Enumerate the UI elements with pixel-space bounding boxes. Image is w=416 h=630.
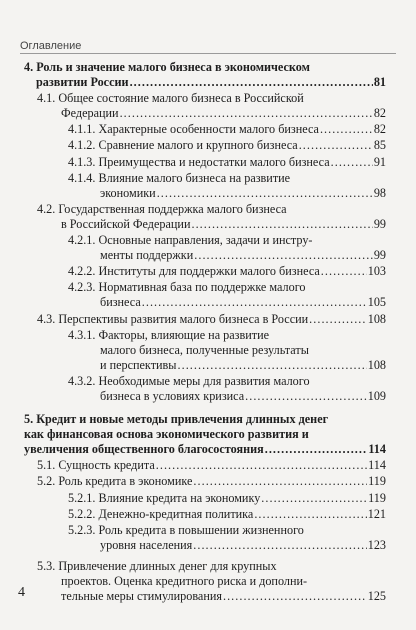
toc-entry-4-2-1 — [24, 233, 386, 263]
page-number: 4 — [18, 585, 25, 600]
toc-entry-text: 4. Роль и значение малого бизнеса в экономическом — [24, 60, 310, 74]
toc-entry-4-1 — [24, 91, 386, 121]
toc-entry-text: как финансовая основа экономического развития и — [24, 427, 309, 442]
toc-entry-text: 5.2.3. Роль кредита в повышении жизненного — [68, 522, 304, 537]
toc-page-number: 114 — [368, 458, 386, 473]
toc-entry-5-2-2 — [24, 507, 386, 522]
toc-entry-text: 5.2. Роль кредита в экономике — [37, 474, 193, 489]
toc-entry-text: бизнеса — [100, 295, 141, 310]
toc-page-number: 108 — [367, 357, 386, 372]
toc-entry-chapter-4 — [24, 60, 386, 90]
toc-entry-4-3 — [24, 312, 386, 327]
toc-entry-text: 4.2.3. Нормативная база по поддержке малого — [68, 280, 306, 295]
toc-entry-5-2-1 — [24, 491, 386, 506]
toc-entry-chapter-5 — [24, 412, 386, 457]
toc-entry-text: 4.3.2. Необходимые меры для развития малого — [68, 373, 310, 388]
toc-page-number: 98 — [373, 185, 386, 200]
toc-entry-text: развитии России — [36, 75, 129, 90]
toc-page-number: 119 — [368, 490, 386, 505]
toc-entry-text: 5.2.2. Денежно-кредитная политика — [68, 506, 254, 521]
toc-entry-4-1-4 — [24, 171, 386, 201]
toc-entry-text: 4.2. Государственная поддержка малого бизнеса — [37, 201, 287, 216]
toc-entry-text: проектов. Оценка кредитного риска и дополни- — [61, 574, 308, 588]
toc-entry-4-2 — [24, 202, 386, 232]
toc-entry-4-2-2 — [24, 264, 386, 279]
toc-page-number: 119 — [368, 474, 386, 489]
toc-entry-text: малого бизнеса, полученные результаты — [100, 342, 309, 357]
toc-entry-text: 4.1.3. Преимущества и недостатки малого бизнеса — [68, 154, 330, 169]
toc-entry-5-1 — [24, 458, 386, 473]
toc-page-number: 99 — [373, 216, 386, 231]
toc-page-number: 109 — [367, 388, 386, 403]
toc-entry-text: 4.2.1. Основные направления, задачи и инстру- — [68, 233, 313, 248]
running-head: Оглавление — [20, 40, 82, 52]
toc-page-number: 82 — [373, 122, 386, 137]
toc-entry-text: 5.2.1. Влияние кредита на экономику — [68, 490, 261, 505]
toc-entry-text: 5.3. Привлечение длинных денег для крупных — [37, 558, 277, 573]
toc-entry-text: экономики — [100, 185, 156, 200]
toc-page-number: 103 — [367, 264, 386, 279]
toc-page-number: 114 — [368, 442, 386, 457]
toc-page-number: 125 — [367, 589, 386, 604]
toc-entry-text: 4.3.1. Факторы, влияющие на развитие — [68, 327, 270, 342]
toc-entry-text: 4.2.2. Институты для поддержки малого бизнеса — [68, 264, 320, 279]
toc-entry-text: и перспективы — [100, 357, 177, 372]
toc-entry-text: в Российской Федерации — [61, 216, 191, 231]
toc-page-number: 81 — [373, 75, 386, 90]
toc-entry-text: 4.3. Перспективы развития малого бизнеса в России — [37, 311, 309, 326]
toc-entry-text: менты поддержки — [100, 248, 194, 263]
toc-entry-text: 4.1.1. Характерные особенности малого бизнеса — [68, 122, 319, 137]
toc-entry-text: бизнеса в условиях кризиса — [100, 388, 245, 403]
toc-page-number: 123 — [367, 537, 386, 552]
toc-page-number: 121 — [367, 506, 386, 521]
toc-entry-5-3 — [24, 559, 386, 604]
toc-page-number: 105 — [367, 295, 386, 310]
toc-page-number: 85 — [373, 138, 386, 153]
toc-page-number: 91 — [373, 154, 386, 169]
toc-entry-text: тельные меры стимулирования — [61, 589, 222, 604]
toc-entry-4-3-1 — [24, 328, 386, 373]
toc-entry-text: уровня населения — [100, 537, 193, 552]
toc-entry-text: 5.1. Сущность кредита — [37, 458, 155, 473]
toc-entry-text: 4.1.2. Сравнение малого и крупного бизнеса — [68, 138, 298, 153]
toc-entry-4-1-2 — [24, 138, 386, 153]
toc-entry-5-2 — [24, 474, 386, 489]
toc-entry-4-1-3 — [24, 155, 386, 170]
toc-entry-4-1-1 — [24, 122, 386, 137]
toc-page-number: 108 — [367, 311, 386, 326]
toc-page-number: 82 — [373, 106, 386, 121]
toc-entry-text: 4.1.4. Влияние малого бизнеса на развитие — [68, 170, 291, 185]
toc-page-number: 99 — [373, 248, 386, 263]
toc-entry-text: Федерации — [61, 106, 119, 121]
table-of-contents — [24, 58, 386, 604]
toc-entry-4-2-3 — [24, 280, 386, 310]
toc-entry-text: 5. Кредит и новые методы привлечения длинных денег — [24, 412, 329, 427]
toc-entry-4-3-2 — [24, 374, 386, 404]
toc-entry-text: 4.1. Общее состояние малого бизнеса в Российской — [37, 91, 304, 106]
toc-entry-text: увеличения общественного благосостояния — [24, 442, 264, 457]
header-rule — [20, 53, 396, 54]
toc-entry-5-2-3 — [24, 523, 386, 553]
